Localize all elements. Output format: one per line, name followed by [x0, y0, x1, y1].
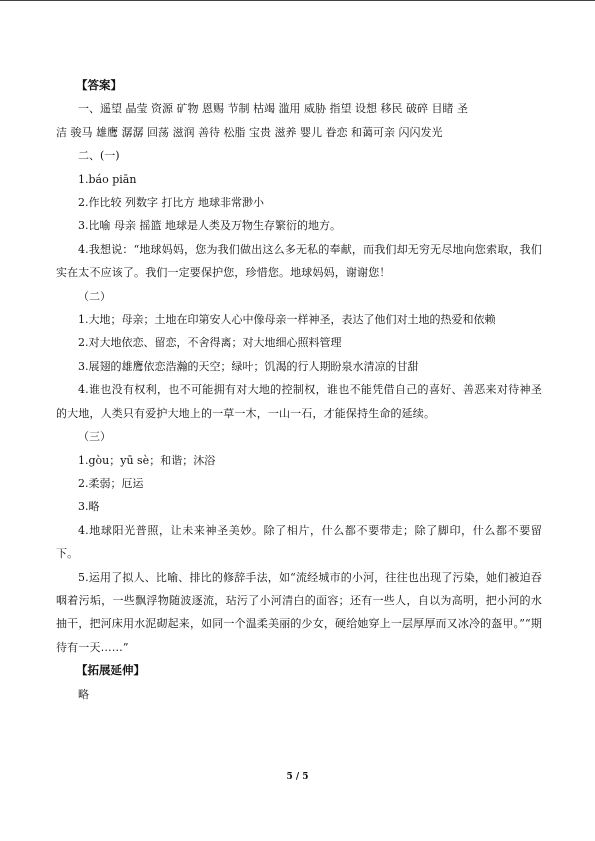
part2-q1: 1.大地；母亲；土地在印第安人心中像母亲一样神圣，表达了他们对土地的热爱和依赖 — [78, 313, 496, 327]
part1-q1: 1.báo piān — [78, 172, 137, 186]
part2-q3: 3.展翅的雄鹰依恋浩瀚的天空；绿叶；饥渴的行人期盼泉水清凉的甘甜 — [78, 359, 419, 373]
section2-label: 二、(一) — [78, 149, 120, 163]
part3-q4: 4.地球阳光普照，让未来神圣美妙。除了相片，什么都不要带走；除了脚印，什么都不要留下。 — [56, 523, 542, 561]
part2-q2: 2.对大地依恋、留恋，不舍得离；对大地细心照料管理 — [78, 336, 342, 350]
answer-heading: 【答案】 — [76, 78, 122, 92]
section1-line2: 洁 骏马 雄鹰 潺潺 回荡 滋润 善待 松脂 宝贵 滋养 婴儿 眷恋 和蔼可亲 闪闪发光 — [56, 125, 443, 139]
page-number: 5 / 5 — [286, 772, 309, 782]
part1-q3: 3.比喻 母亲 摇篮 地球是人类及万物生存繁衍的地方。 — [78, 219, 341, 233]
part1-q4: 4.我想说：“地球妈妈，您为我们做出这么多无私的奉献，而我们却无穷无尽地向您索取，我们实在太不应该了。我们一定要保护您，珍惜您。地球妈妈，谢谢您！ — [56, 242, 542, 280]
top-border-line — [0, 0, 595, 1]
extension-heading: 【拓展延伸】 — [76, 663, 145, 678]
part3-q1: 1.gòu；yū sè；和谐；沐浴 — [78, 453, 216, 467]
part2-q4: 4.谁也没有权利，也不可能拥有对大地的控制权，谁也不能凭借自己的喜好、善恶来对待神圣的大地，人类只有爱护大地上的一草一木，一山一石，才能保持生命的延续。 — [56, 383, 542, 420]
section1-line1: 一、遥望 晶莹 资源 矿物 恩赐 节制 枯竭 滥用 威胁 指望 设想 移民 破碎 目睹 圣 — [78, 102, 468, 116]
part3-q2: 2.柔弱；厄运 — [78, 476, 144, 490]
part2-label: （二） — [78, 289, 111, 303]
part3-q5: 5.运用了拟人、比喻、排比的修辞手法，如“流经城市的小河，往往也出现了污染，她们被迫吞咽着污垢，一些飘浮物随波逐流，玷污了小河清白的面容；还有一些人，自以为高明，把小河的水抽干，把河床用水泥砌起来，如同一个温柔美丽的少女，硬给她穿上一层厚厚而又冰冷的盔甲。”“期待有一天……” — [56, 570, 542, 654]
extension-answer: 略 — [78, 687, 89, 701]
part3-label: （三） — [78, 430, 111, 444]
part1-q2: 2.作比较 列数字 打比方 地球非常渺小 — [78, 196, 264, 210]
answer-content — [56, 74, 542, 706]
part3-q3: 3.略 — [78, 500, 100, 514]
